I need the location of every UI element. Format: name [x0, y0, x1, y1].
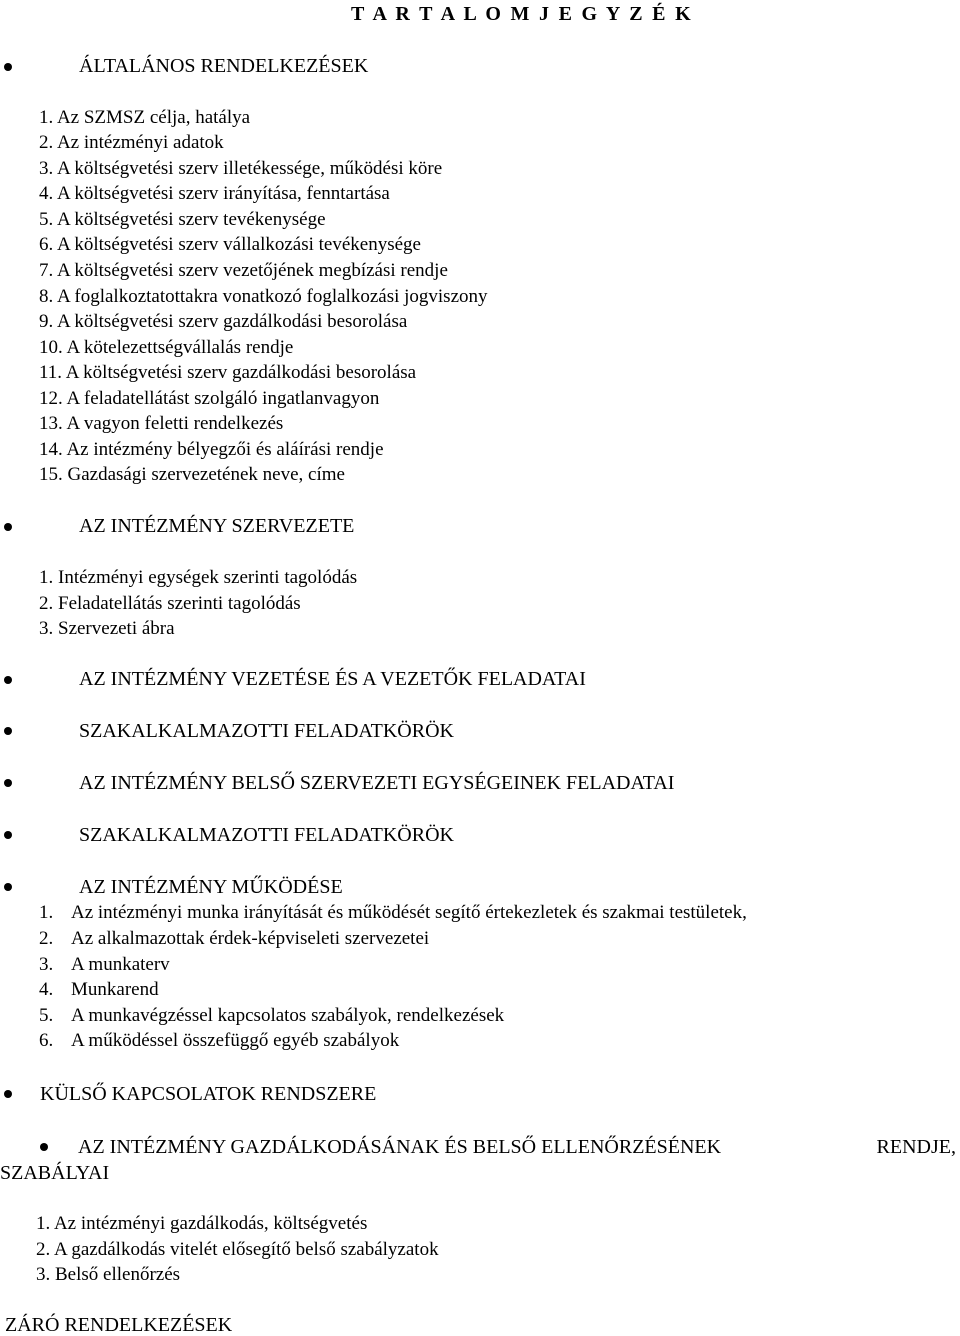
toc-item: 1. Intézményi egységek szerinti tagolódás: [39, 567, 358, 588]
toc-item: 9. A költségvetési szerv gazdálkodási besorolása: [39, 311, 408, 332]
toc-item-number: 3.: [39, 954, 54, 975]
toc-item: 3. Belső ellenőrzés: [36, 1264, 181, 1285]
toc-item: 6. A költségvetési szerv vállalkozási tevékenysége: [39, 234, 421, 255]
bullet-icon: [4, 63, 12, 71]
toc-item: 3. A költségvetési szerv illetékessége, működési köre: [39, 158, 443, 179]
section-heading: KÜLSŐ KAPCSOLATOK RENDSZERE: [40, 1083, 377, 1105]
toc-item-number: 1.: [39, 902, 54, 923]
bullet-icon: [4, 727, 12, 735]
toc-item: 13. A vagyon feletti rendelkezés: [39, 413, 284, 434]
toc-item: A munkavégzéssel kapcsolatos szabályok, rendelkezések: [71, 1005, 505, 1026]
toc-item: Munkarend: [71, 979, 159, 1000]
section-heading: AZ INTÉZMÉNY SZERVEZETE: [79, 515, 355, 537]
toc-item: 11. A költségvetési szerv gazdálkodási besorolása: [39, 362, 417, 383]
toc-item: 1. Az SZMSZ célja, hatálya: [39, 107, 251, 128]
section-heading: SZAKALKALMAZOTTI FELADATKÖRÖK: [79, 720, 454, 742]
toc-item-number: 4.: [39, 979, 54, 1000]
toc-item: 8. A foglalkoztatottakra vonatkozó foglalkozási jogviszony: [39, 286, 488, 307]
bullet-icon: [4, 831, 12, 839]
section-heading: ÁLTALÁNOS RENDELKEZÉSEK: [79, 55, 369, 77]
toc-item: 15. Gazdasági szervezetének neve, címe: [39, 464, 345, 485]
section-heading: [78, 1137, 956, 1157]
section-heading-continued: SZABÁLYAI: [0, 1162, 110, 1184]
bullet-icon: [4, 779, 12, 787]
toc-item-number: 5.: [39, 1005, 54, 1026]
section-heading: SZAKALKALMAZOTTI FELADATKÖRÖK: [79, 824, 454, 846]
toc-item: 12. A feladatellátást szolgáló ingatlanvagyon: [39, 388, 380, 409]
toc-item: 10. A kötelezettségvállalás rendje: [39, 337, 294, 358]
toc-item: 2. A gazdálkodás vitelét elősegítő belső szabályzatok: [36, 1239, 439, 1260]
section-heading: AZ INTÉZMÉNY VEZETÉSE ÉS A VEZETŐK FELADATAI: [79, 668, 586, 690]
bullet-icon: [4, 1090, 12, 1098]
bullet-icon: [4, 676, 12, 684]
section-heading: AZ INTÉZMÉNY MŰKÖDÉSE: [79, 876, 343, 898]
toc-item: 4. A költségvetési szerv irányítása, fenntartása: [39, 183, 390, 204]
bullet-icon: [40, 1143, 48, 1151]
toc-item-number: 2.: [39, 928, 54, 949]
bullet-icon: [4, 523, 12, 531]
toc-item: 3. Szervezeti ábra: [39, 618, 175, 639]
toc-item-number: 6.: [39, 1030, 54, 1051]
toc-item: 2. Az intézményi adatok: [39, 132, 224, 153]
toc-item: A működéssel összefüggő egyéb szabályok: [71, 1030, 400, 1051]
toc-item: 2. Feladatellátás szerinti tagolódás: [39, 593, 301, 614]
section-heading: AZ INTÉZMÉNY BELSŐ SZERVEZETI EGYSÉGEINEK FELADATAI: [79, 772, 675, 794]
toc-item: 14. Az intézmény bélyegzői és aláírási rendje: [39, 439, 384, 460]
toc-item: 7. A költségvetési szerv vezetőjének megbízási rendje: [39, 260, 448, 281]
section-heading-part: AZ INTÉZMÉNY GAZDÁLKODÁSÁNAK ÉS BELSŐ ELLENŐRZÉSÉNEK: [78, 1136, 722, 1158]
section-heading: ZÁRÓ RENDELKEZÉSEK: [5, 1314, 233, 1336]
bullet-icon: [4, 883, 12, 891]
toc-item: 1. Az intézményi gazdálkodás, költségvetés: [36, 1213, 368, 1234]
page-title: T A R T A L O M J E G Y Z É K: [351, 3, 693, 25]
toc-item: 5. A költségvetési szerv tevékenysége: [39, 209, 326, 230]
toc-item: A munkaterv: [71, 954, 170, 975]
toc-item: Az alkalmazottak érdek-képviseleti szervezetei: [71, 928, 430, 949]
toc-item: Az intézményi munka irányítását és működését segítő értekezletek és szakmai testületek,: [71, 902, 747, 923]
section-heading-part: RENDJE,: [876, 1136, 956, 1158]
